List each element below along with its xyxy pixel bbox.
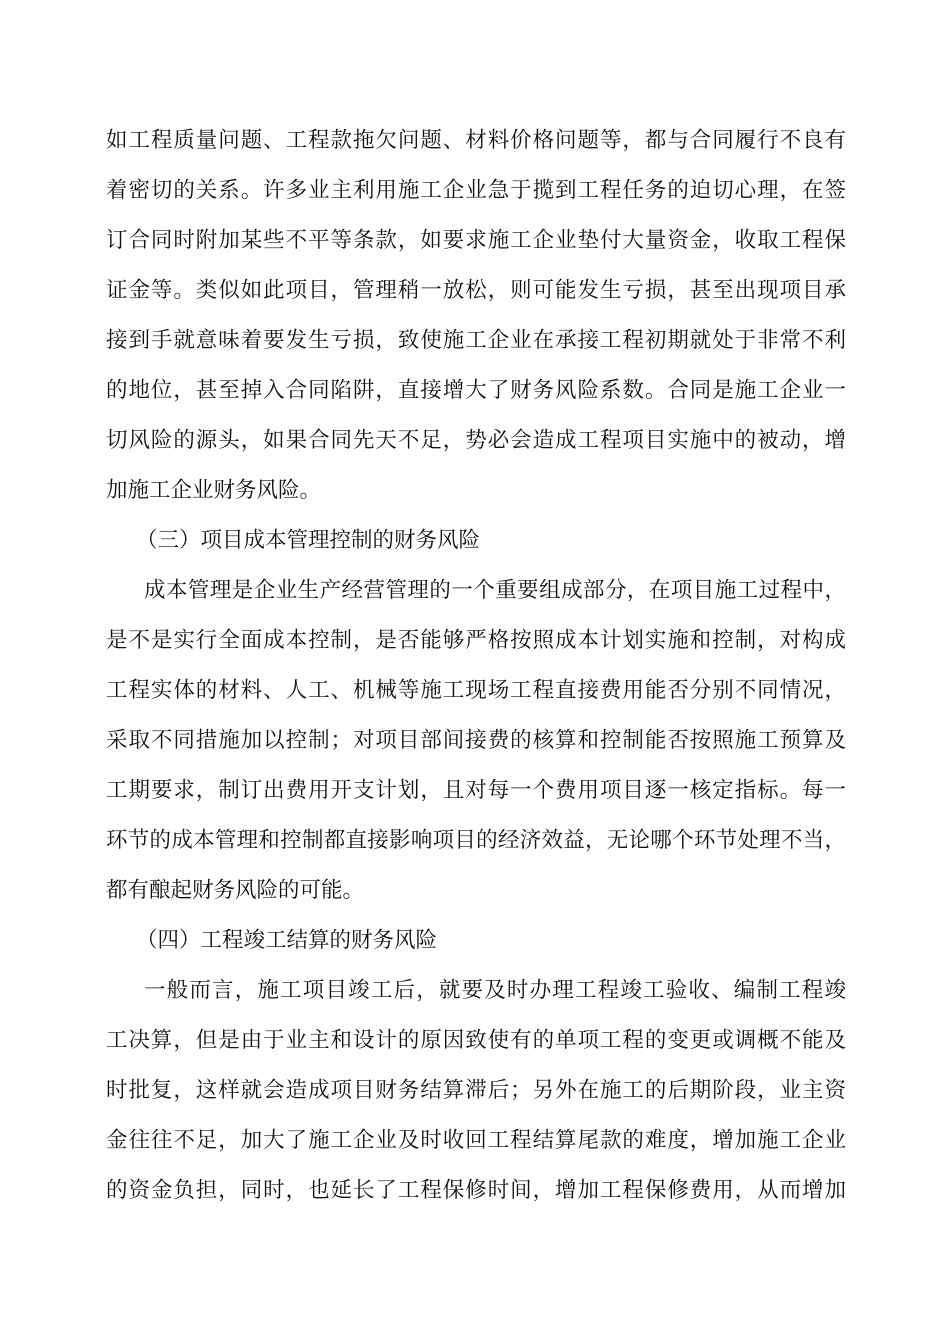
text-line: 加施工企业财务风险。 [106, 478, 322, 503]
section-heading-4: （四）工程竣工结算的财务风险 [136, 928, 438, 953]
text-line: 证金等。类似如此项目，管理稍一放松，则可能发生亏损，甚至出现项目承 [106, 278, 846, 303]
text-line: 金往往不足，加大了施工企业及时收回工程结算尾款的难度，增加施工企业 [106, 1128, 846, 1153]
text-line: 是不是实行全面成本控制，是否能够严格按照成本计划实施和控制，对构成 [106, 628, 846, 653]
text-line: 接到手就意味着要发生亏损，致使施工企业在承接工程初期就处于非常不利 [106, 328, 846, 353]
text-line: 都有酿起财务风险的可能。 [106, 878, 365, 903]
text-line: 工期要求，制订出费用开支计划，且对每一个费用项目逐一核定指标。每一 [106, 778, 846, 803]
text-line: 工程实体的材料、人工、机械等施工现场工程直接费用能否分别不同情况， [106, 678, 846, 703]
paragraph-contract-risk [106, 116, 846, 516]
text-line: 的地位，甚至掉入合同陷阱，直接增大了财务风险系数。合同是施工企业一 [106, 378, 846, 403]
text-line: 的资金负担，同时，也延长了工程保修时间，增加工程保修费用，从而增加 [106, 1178, 846, 1203]
text-line: 切风险的源头，如果合同先天不足，势必会造成工程项目实施中的被动，增 [106, 428, 846, 453]
text-line: 时批复，这样就会造成项目财务结算滞后；另外在施工的后期阶段，业主资 [106, 1078, 846, 1103]
text-line: 工决算，但是由于业主和设计的原因致使有的单项工程的变更或调概不能及 [106, 1028, 846, 1053]
text-line: 成本管理是企业生产经营管理的一个重要组成部分，在项目施工过程中， [144, 578, 846, 603]
paragraph-cost-management [106, 566, 846, 916]
section-heading-3: （三）项目成本管理控制的财务风险 [136, 528, 481, 553]
document-body [106, 116, 846, 1216]
text-line: 如工程质量问题、工程款拖欠问题、材料价格问题等，都与合同履行不良有 [106, 128, 846, 153]
paragraph-final-settlement [106, 966, 846, 1216]
text-line: 环节的成本管理和控制都直接影响项目的经济效益，无论哪个环节处理不当， [106, 828, 846, 853]
text-line: 订合同时附加某些不平等条款，如要求施工企业垫付大量资金，收取工程保 [106, 228, 846, 253]
text-line: 一般而言，施工项目竣工后，就要及时办理工程竣工验收、编制工程竣 [144, 978, 846, 1003]
text-line: 采取不同措施加以控制；对项目部间接费的核算和控制能否按照施工预算及 [106, 728, 846, 753]
text-line: 着密切的关系。许多业主利用施工企业急于揽到工程任务的迫切心理，在签 [106, 178, 846, 203]
